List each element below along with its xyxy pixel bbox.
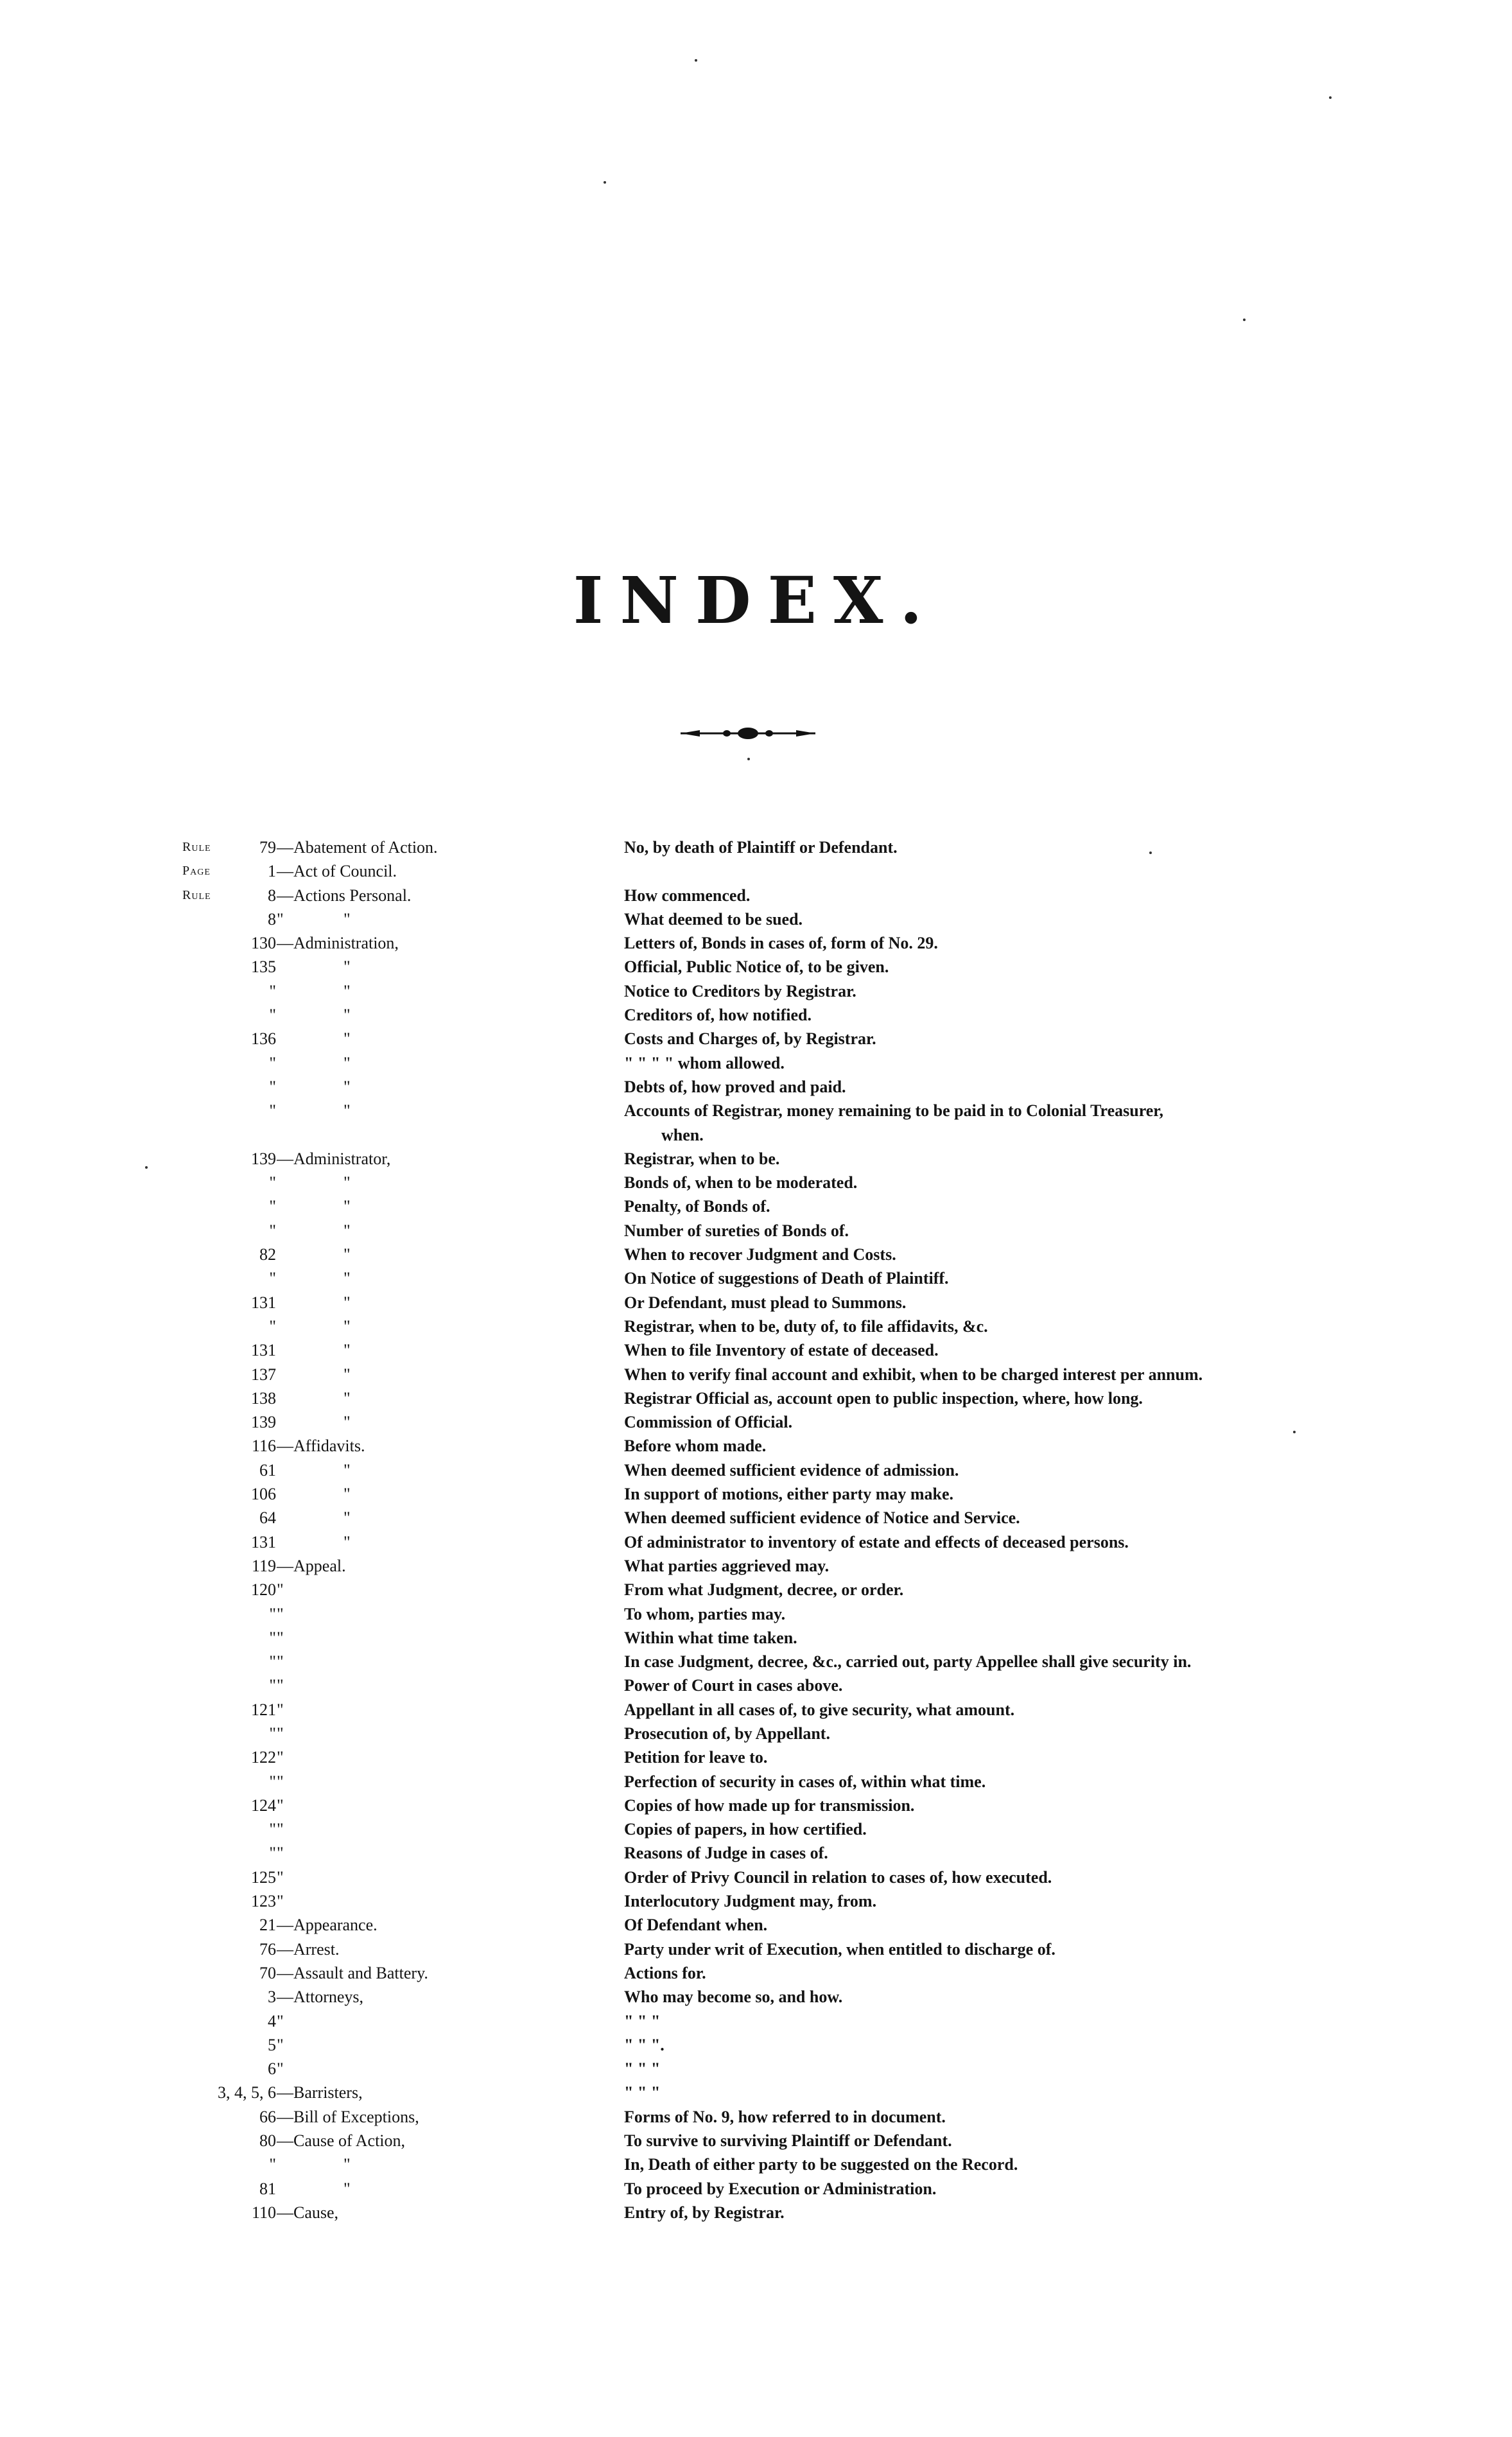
entry-heading: " xyxy=(277,2059,284,2079)
entry-reference: 138 xyxy=(251,1388,276,1408)
print-speck xyxy=(1243,319,1246,321)
entry-reference: 76 xyxy=(259,1939,276,1959)
entry-reference: 70 xyxy=(259,1963,276,1982)
index-entry xyxy=(0,1266,1512,1290)
entry-reference: " xyxy=(269,1006,276,1025)
index-entry xyxy=(0,1817,1512,1841)
index-entry xyxy=(0,1745,1512,1769)
index-entry xyxy=(0,1770,1512,1794)
entry-heading: " xyxy=(277,1795,284,1815)
index-entry xyxy=(0,1291,1512,1315)
entry-ditto: " xyxy=(343,1413,351,1432)
index-entry xyxy=(0,1985,1512,2009)
print-speck xyxy=(747,758,750,760)
entry-description: Within what time taken. xyxy=(624,1628,797,1647)
entry-description: " " ". xyxy=(624,2035,665,2054)
index-entry xyxy=(0,1363,1512,1386)
entry-reference: 3 xyxy=(268,1987,276,2007)
entry-heading: " xyxy=(277,1772,284,1791)
entry-reference: " xyxy=(269,981,276,1000)
index-entry xyxy=(0,1075,1512,1099)
entry-ditto: " xyxy=(343,909,351,929)
page-title: INDEX. xyxy=(573,563,939,638)
entry-reference: 80 xyxy=(259,2131,276,2151)
index-entry xyxy=(0,1099,1512,1122)
entry-reference: " xyxy=(269,1652,276,1672)
entry-ditto: " xyxy=(343,1101,351,1121)
index-entry xyxy=(0,1602,1512,1626)
index-entry xyxy=(0,2105,1512,2129)
entry-description: Reasons of Judge in cases of. xyxy=(624,1844,828,1863)
entry-ditto: " xyxy=(343,2179,351,2198)
entry-description: Interlocutory Judgment may, from. xyxy=(624,1892,877,1911)
index-entry xyxy=(0,907,1512,931)
entry-description: Bonds of, when to be moderated. xyxy=(624,1173,858,1192)
index-entry xyxy=(0,2057,1512,2081)
entry-heading: —Cause of Action, xyxy=(277,2131,406,2151)
entry-heading: —Act of Council. xyxy=(277,862,397,881)
entry-heading: " xyxy=(277,1580,284,1600)
entry-description: Official, Public Notice of, to be given. xyxy=(624,957,889,977)
index-entry xyxy=(0,1458,1512,1482)
index-entry xyxy=(0,979,1512,1003)
print-speck xyxy=(1329,96,1332,99)
entry-heading: " xyxy=(277,1892,284,1911)
entry-description: To whom, parties may. xyxy=(624,1604,786,1623)
index-entry xyxy=(0,1937,1512,1961)
entry-reference: 6 xyxy=(268,2059,276,2079)
entry-reference: 123 xyxy=(251,1892,276,1911)
entry-description: In, Death of either party to be suggested on the Record. xyxy=(624,2155,1018,2174)
entry-description: When to file Inventory of estate of deceased. xyxy=(624,1341,939,1360)
entry-description: Registrar Official as, account open to public inspection, where, how long. xyxy=(624,1388,1143,1408)
index-entry xyxy=(0,1027,1512,1051)
entry-ditto: " xyxy=(343,1245,351,1264)
entry-description: Accounts of Registrar, money remaining to be paid in to Colonial Treasurer, xyxy=(624,1101,1163,1121)
entry-reference: 120 xyxy=(251,1580,276,1600)
entry-ditto: " xyxy=(343,1221,351,1240)
entry-description: Costs and Charges of, by Registrar. xyxy=(624,1029,876,1049)
entry-description: When to recover Judgment and Costs. xyxy=(624,1245,896,1264)
entry-heading: —Attorneys, xyxy=(277,1987,364,2007)
entry-description: Copies of how made up for transmission. xyxy=(624,1795,915,1815)
entry-description: Appellant in all cases of, to give security, what amount. xyxy=(624,1700,1015,1719)
entry-reference: 119 xyxy=(251,1556,276,1575)
entry-ditto: " xyxy=(343,1293,351,1312)
entry-description: When to verify final account and exhibit, when to be charged interest per annum. xyxy=(624,1365,1203,1384)
entry-description: Copies of papers, in how certified. xyxy=(624,1820,867,1839)
index-entry xyxy=(0,1530,1512,1554)
index-entry xyxy=(0,2129,1512,2153)
entry-description: No, by death of Plaintiff or Defendant. xyxy=(624,838,898,857)
index-entry xyxy=(0,1410,1512,1434)
index-entry xyxy=(0,884,1512,907)
entry-reference: " xyxy=(269,1173,276,1192)
entry-heading: " xyxy=(277,1724,284,1743)
entry-description: Actions for. xyxy=(624,1963,706,1982)
entry-reference: 136 xyxy=(251,1029,276,1049)
entry-ditto: " xyxy=(343,1029,351,1049)
entry-description: In case Judgment, decree, &c., carried out, party Appellee shall give security in. xyxy=(624,1652,1192,1672)
entry-reference: 121 xyxy=(251,1700,276,1719)
entry-label: Page xyxy=(182,864,211,878)
index-entry xyxy=(0,1123,1512,1147)
index-entry xyxy=(0,859,1512,883)
print-speck xyxy=(604,181,606,184)
index-entry xyxy=(0,1865,1512,1889)
entry-heading: " xyxy=(277,1700,284,1719)
entry-heading: " xyxy=(277,1748,284,1767)
entry-heading: —Bill of Exceptions, xyxy=(277,2107,419,2126)
entry-reference: 4 xyxy=(268,2011,276,2031)
entry-reference: " xyxy=(269,1269,276,1288)
index-entry xyxy=(0,2177,1512,2201)
entry-ditto: " xyxy=(343,1365,351,1384)
entry-reference: " xyxy=(269,1053,276,1072)
entry-reference: " xyxy=(269,1197,276,1216)
entry-description: " " " xyxy=(624,2059,661,2079)
entry-description: Or Defendant, must plead to Summons. xyxy=(624,1293,907,1312)
entry-heading: " xyxy=(277,1844,284,1863)
entry-description: To proceed by Execution or Administration. xyxy=(624,2179,937,2198)
index-entry xyxy=(0,1650,1512,1673)
entry-reference: 1 xyxy=(268,862,276,881)
index-entry xyxy=(0,1315,1512,1338)
entry-description: " " " xyxy=(624,2011,661,2031)
entry-ditto: " xyxy=(343,1532,351,1551)
entry-label: Rule xyxy=(182,887,211,902)
entry-heading: —Assault and Battery. xyxy=(277,1963,428,1982)
entry-description: In support of motions, either party may make. xyxy=(624,1485,954,1504)
entry-description: Power of Court in cases above. xyxy=(624,1676,843,1695)
entry-description: Debts of, how proved and paid. xyxy=(624,1077,846,1096)
entry-heading: —Actions Personal. xyxy=(277,886,412,905)
index-entry xyxy=(0,1626,1512,1650)
entry-reference: " xyxy=(269,1820,276,1839)
entry-reference: " xyxy=(269,1221,276,1240)
entry-heading: —Administrator, xyxy=(277,1149,391,1168)
entry-reference: " xyxy=(269,2155,276,2174)
entry-ditto: " xyxy=(343,1173,351,1192)
entry-reference: " xyxy=(269,1724,276,1743)
entry-ditto: " xyxy=(343,1077,351,1096)
entry-description: Number of sureties of Bonds of. xyxy=(624,1221,849,1240)
entry-description: Penalty, of Bonds of. xyxy=(624,1197,770,1216)
entry-ditto: " xyxy=(343,981,351,1000)
entry-description: Of Defendant when. xyxy=(624,1916,768,1935)
entry-heading: " xyxy=(277,2035,284,2054)
index-entry xyxy=(0,1698,1512,1722)
entry-heading: —Barristers, xyxy=(277,2083,363,2102)
entry-label: Rule xyxy=(182,840,211,854)
entry-description: On Notice of suggestions of Death of Plaintiff. xyxy=(624,1269,949,1288)
index-entry xyxy=(0,2153,1512,2176)
entry-description: Registrar, when to be. xyxy=(624,1149,780,1168)
ornamental-rule-icon xyxy=(674,721,822,746)
index-entry xyxy=(0,1554,1512,1578)
entry-reference: 79 xyxy=(259,838,276,857)
index-entry xyxy=(0,2009,1512,2033)
entry-heading: —Affidavits. xyxy=(277,1437,365,1456)
entry-reference: 64 xyxy=(259,1508,276,1528)
entry-reference: 8 xyxy=(268,886,276,905)
entry-heading: —Cause, xyxy=(277,2203,339,2222)
index-entry xyxy=(0,1578,1512,1602)
entry-description: Party under writ of Execution, when entitled to discharge of. xyxy=(624,1939,1056,1959)
entry-reference: 124 xyxy=(251,1795,276,1815)
index-entry xyxy=(0,1219,1512,1243)
entry-reference: 135 xyxy=(251,957,276,977)
entry-reference: " xyxy=(269,1604,276,1623)
entry-description: Registrar, when to be, duty of, to file affidavits, &c. xyxy=(624,1316,988,1336)
entry-reference: 137 xyxy=(251,1365,276,1384)
entry-reference: 3, 4, 5, 6 xyxy=(218,2083,276,2102)
entry-heading: " xyxy=(277,1604,284,1623)
entry-heading: " xyxy=(277,1867,284,1887)
entry-heading: —Administration, xyxy=(277,934,399,953)
entry-heading: —Appeal. xyxy=(277,1556,346,1575)
entry-description: From what Judgment, decree, or order. xyxy=(624,1580,904,1600)
entry-reference: 81 xyxy=(259,2179,276,2198)
entry-reference: 139 xyxy=(251,1413,276,1432)
entry-reference: " xyxy=(269,1077,276,1096)
entry-description: Forms of No. 9, how referred to in document. xyxy=(624,2107,946,2126)
entry-description: Letters of, Bonds in cases of, form of No. 29. xyxy=(624,934,938,953)
entry-description: " " " xyxy=(624,2083,661,2102)
entry-reference: " xyxy=(269,1676,276,1695)
entry-ditto: " xyxy=(343,1006,351,1025)
entry-reference: 21 xyxy=(259,1916,276,1935)
index-entry xyxy=(0,931,1512,955)
entry-description: Perfection of security in cases of, within what time. xyxy=(624,1772,986,1791)
entry-description: When deemed sufficient evidence of admission. xyxy=(624,1460,959,1480)
entry-ditto: " xyxy=(343,1485,351,1504)
entry-reference: 131 xyxy=(251,1532,276,1551)
index-entry xyxy=(0,2201,1512,2224)
entry-heading: —Appearance. xyxy=(277,1916,378,1935)
index-entry xyxy=(0,1794,1512,1817)
index-entry xyxy=(0,1386,1512,1410)
index-entry xyxy=(0,1889,1512,1913)
index-entry xyxy=(0,1171,1512,1194)
entry-ditto: " xyxy=(343,1316,351,1336)
print-speck xyxy=(695,59,697,62)
entry-heading: " xyxy=(277,1676,284,1695)
entry-reference: 5 xyxy=(268,2035,276,2054)
entry-heading: " xyxy=(277,1628,284,1647)
entry-description: Order of Privy Council in relation to cases of, how executed. xyxy=(624,1867,1052,1887)
entry-description: Petition for leave to. xyxy=(624,1748,768,1767)
entry-reference: " xyxy=(269,1628,276,1647)
print-speck xyxy=(145,1166,148,1169)
index-entry xyxy=(0,1338,1512,1362)
entry-ditto: " xyxy=(343,1341,351,1360)
entry-heading: " xyxy=(277,1820,284,1839)
entry-description: What deemed to be sued. xyxy=(624,909,803,929)
entry-ditto: " xyxy=(343,957,351,977)
entry-description: when. xyxy=(661,1125,704,1144)
index-entry xyxy=(0,1961,1512,1985)
entry-description: Creditors of, how notified. xyxy=(624,1006,812,1025)
print-speck xyxy=(1293,1431,1296,1433)
entry-reference: 106 xyxy=(251,1485,276,1504)
entry-reference: 110 xyxy=(251,2203,276,2222)
entry-description: Prosecution of, by Appellant. xyxy=(624,1724,830,1743)
index-entry xyxy=(0,1194,1512,1218)
print-speck xyxy=(1149,852,1152,854)
entry-reference: 139 xyxy=(251,1149,276,1168)
entry-description: Commission of Official. xyxy=(624,1413,793,1432)
entry-description: Of administrator to inventory of estate and effects of deceased persons. xyxy=(624,1532,1129,1551)
entry-description: When deemed sufficient evidence of Notice and Service. xyxy=(624,1508,1020,1528)
entry-description: What parties aggrieved may. xyxy=(624,1556,830,1575)
entry-reference: " xyxy=(269,1316,276,1336)
index-entry xyxy=(0,1506,1512,1530)
entry-heading: " xyxy=(277,1652,284,1672)
index-entry xyxy=(0,1482,1512,1506)
entry-reference: 116 xyxy=(251,1437,276,1456)
entry-ditto: " xyxy=(343,1269,351,1288)
entry-heading: —Arrest. xyxy=(277,1939,340,1959)
entry-ditto: " xyxy=(343,1197,351,1216)
index-entry xyxy=(0,1243,1512,1266)
index-entry xyxy=(0,1673,1512,1697)
entry-description: How commenced. xyxy=(624,886,751,905)
index-entry xyxy=(0,1434,1512,1458)
entry-reference: 82 xyxy=(259,1245,276,1264)
entry-description: Who may become so, and how. xyxy=(624,1987,843,2007)
index-entry xyxy=(0,1147,1512,1171)
entry-ditto: " xyxy=(343,1508,351,1528)
entry-reference: 122 xyxy=(251,1748,276,1767)
entry-ditto: " xyxy=(343,1053,351,1072)
index-entry xyxy=(0,2033,1512,2057)
entry-reference: " xyxy=(269,1844,276,1863)
entry-reference: 125 xyxy=(251,1867,276,1887)
entry-description: " " " " whom allowed. xyxy=(624,1053,785,1072)
entry-ditto: " xyxy=(343,1460,351,1480)
entry-reference: 131 xyxy=(251,1341,276,1360)
index-entry xyxy=(0,1913,1512,1937)
entry-description: To survive to surviving Plaintiff or Defendant. xyxy=(624,2131,952,2151)
index-entry xyxy=(0,835,1512,859)
entry-reference: 8 xyxy=(268,909,276,929)
index-entry xyxy=(0,1003,1512,1027)
entry-description: Before whom made. xyxy=(624,1437,767,1456)
index-entry xyxy=(0,2081,1512,2104)
entry-heading: —Abatement of Action. xyxy=(277,838,438,857)
entry-description: Entry of, by Registrar. xyxy=(624,2203,785,2222)
index-entry xyxy=(0,1841,1512,1865)
entry-reference: " xyxy=(269,1772,276,1791)
entry-ditto: " xyxy=(343,1388,351,1408)
index-entry xyxy=(0,955,1512,979)
entry-reference: 130 xyxy=(251,934,276,953)
entry-ditto: " xyxy=(343,2155,351,2174)
index-entry xyxy=(0,1051,1512,1075)
entry-reference: 61 xyxy=(259,1460,276,1480)
entry-reference: " xyxy=(269,1101,276,1121)
index-entry xyxy=(0,1722,1512,1745)
entry-heading: " xyxy=(277,909,284,929)
index-entries xyxy=(0,835,1512,2224)
entry-heading: " xyxy=(277,2011,284,2031)
entry-reference: 66 xyxy=(259,2107,276,2126)
entry-reference: 131 xyxy=(251,1293,276,1312)
entry-description: Notice to Creditors by Registrar. xyxy=(624,981,856,1000)
